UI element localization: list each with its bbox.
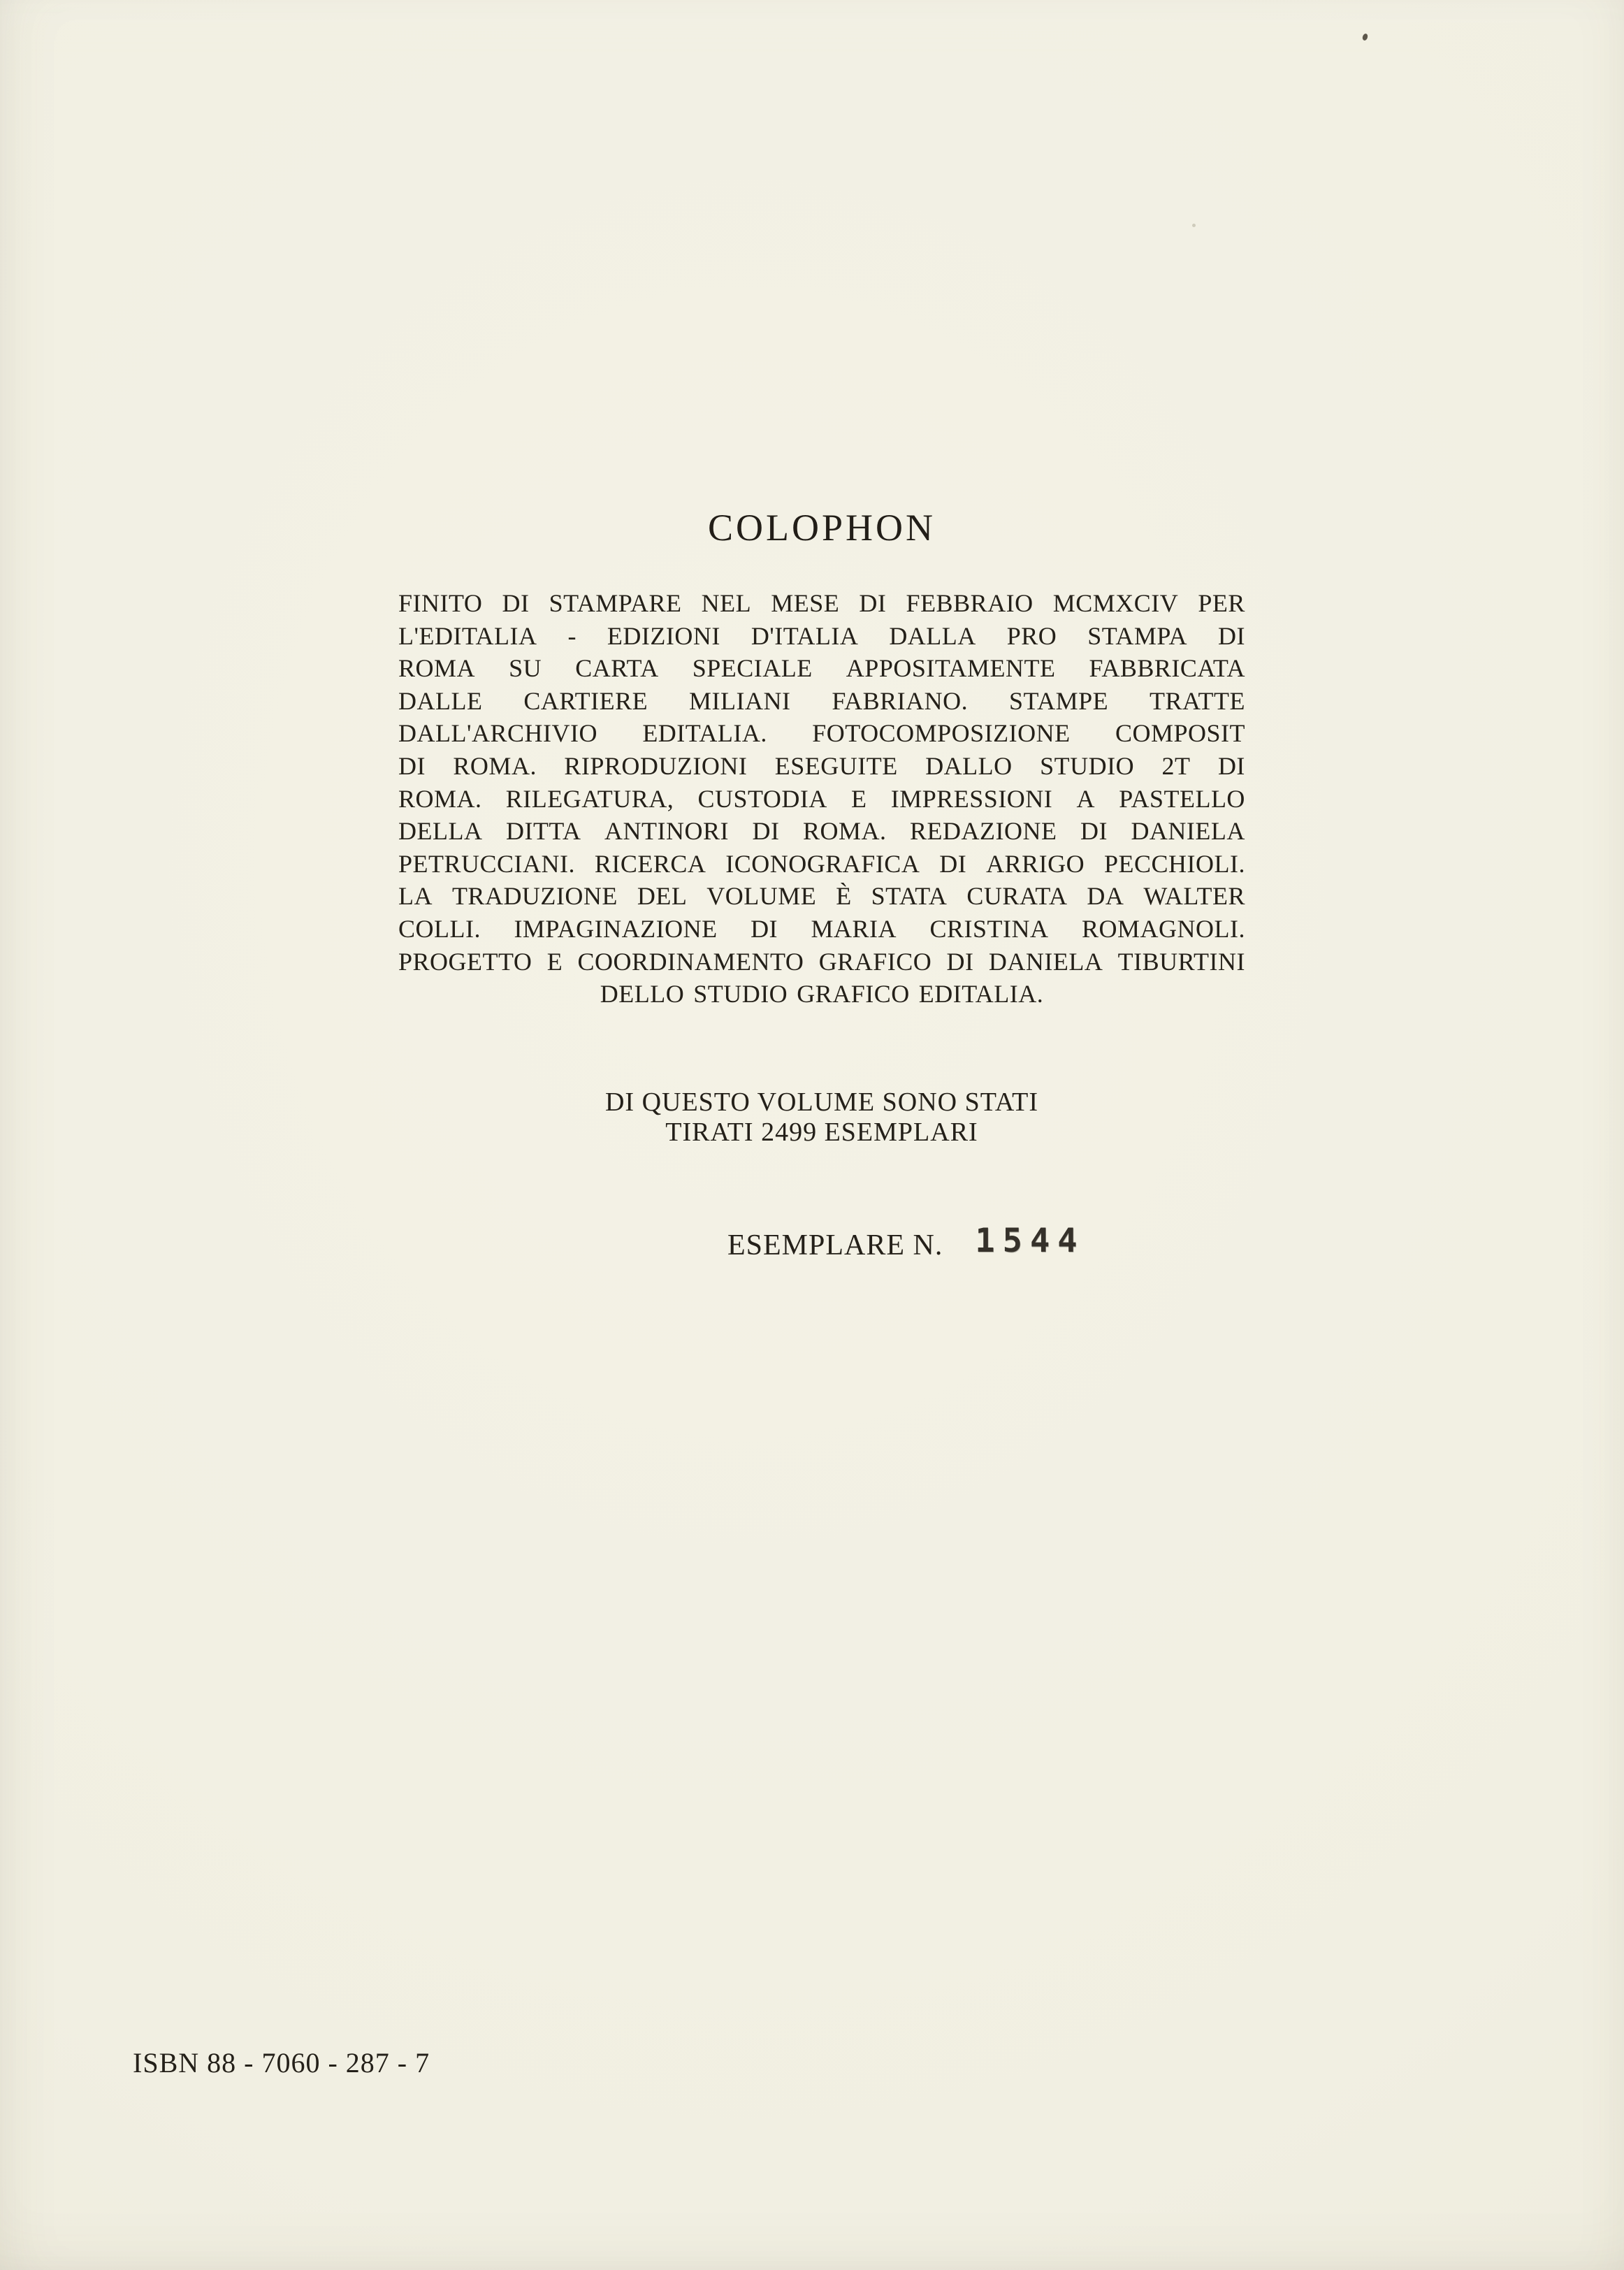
colophon-word: FABRIANO.	[832, 686, 969, 715]
colophon-word: PROGETTO	[398, 947, 532, 976]
colophon-line	[398, 653, 1245, 686]
colophon-word: DI	[1218, 621, 1245, 650]
colophon-word: CARTIERE	[523, 686, 648, 715]
colophon-line	[398, 686, 1245, 719]
copy-number-stamp: 1544	[975, 1222, 1085, 1260]
colophon-line	[398, 751, 1245, 784]
colophon-word: STAMPE	[1009, 686, 1109, 715]
colophon-word: COORDINAMENTO	[577, 947, 804, 976]
colophon-word: DALLO	[925, 751, 1013, 780]
colophon-word: STUDIO	[693, 980, 788, 1009]
colophon-line	[398, 784, 1245, 817]
colophon-word: DITTA	[505, 817, 581, 846]
colophon-word: CRISTINA	[929, 914, 1049, 943]
colophon-word: GRAFICO	[797, 980, 910, 1009]
colophon-word: COMPOSIT	[1115, 719, 1245, 748]
colophon-line	[398, 588, 1245, 621]
colophon-line	[398, 849, 1245, 882]
colophon-word: LA	[398, 882, 433, 911]
colophon-word: PASTELLO	[1119, 784, 1245, 813]
colophon-word: E	[546, 947, 563, 976]
copy-number-row	[727, 1224, 1085, 1265]
colophon-word: EDITALIA.	[642, 719, 767, 748]
colophon-word: TRATTE	[1150, 686, 1245, 715]
colophon-word: DI	[939, 849, 967, 878]
colophon-word: A	[1076, 784, 1096, 813]
colophon-word: RILEGATURA,	[505, 784, 674, 813]
colophon-word: 2T	[1161, 751, 1191, 780]
colophon-word: L'EDITALIA	[398, 621, 537, 650]
colophon-word: ARRIGO	[986, 849, 1085, 878]
colophon-word: MESE	[771, 589, 840, 617]
colophon-word: DI	[502, 589, 530, 617]
colophon-word: DALLE	[398, 686, 483, 715]
colophon-word: IMPAGINAZIONE	[514, 914, 718, 943]
colophon-word: SPECIALE	[692, 654, 813, 683]
colophon-paragraph	[398, 588, 1245, 1012]
colophon-word: DI	[1080, 817, 1108, 846]
colophon-word: PER	[1198, 589, 1245, 617]
colophon-word: STUDIO	[1040, 751, 1135, 780]
colophon-word: ICONOGRAFICA	[725, 849, 920, 878]
colophon-word: NEL	[701, 589, 752, 617]
colophon-word: FOTOCOMPOSIZIONE	[812, 719, 1071, 748]
colophon-word: CURATA	[966, 882, 1068, 911]
colophon-line	[398, 816, 1245, 849]
colophon-word: ANTINORI	[604, 817, 730, 846]
colophon-word: WALTER	[1143, 882, 1245, 911]
colophon-line	[398, 621, 1245, 654]
colophon-word: REDAZIONE	[910, 817, 1057, 846]
colophon-word: EDIZIONI	[607, 621, 720, 650]
colophon-word: E	[851, 784, 867, 813]
colophon-word: ROMA.	[453, 751, 537, 780]
colophon-word: -	[567, 621, 577, 650]
colophon-word: ROMA	[398, 654, 476, 683]
colophon-word: DANIELA	[988, 947, 1103, 976]
colophon-word: È	[836, 882, 852, 911]
colophon-word: CARTA	[575, 654, 659, 683]
colophon-word: TIBURTINI	[1117, 947, 1245, 976]
page-title: COLOPHON	[707, 507, 936, 549]
colophon-word: DI	[946, 947, 974, 976]
colophon-word: ROMA.	[802, 817, 887, 846]
colophon-word: FINITO	[398, 589, 483, 617]
colophon-word: DI	[751, 914, 778, 943]
colophon-word: STAMPARE	[549, 589, 682, 617]
colophon-line	[398, 718, 1245, 751]
colophon-word: MARIA	[811, 914, 897, 943]
paper-speck	[1192, 224, 1196, 227]
colophon-line	[398, 914, 1245, 947]
colophon-word: RICERCA	[594, 849, 706, 878]
colophon-word: ROMA.	[398, 784, 482, 813]
colophon-word: PRO	[1006, 621, 1057, 650]
colophon-word: PETRUCCIANI.	[398, 849, 576, 878]
colophon-word: DANIELA	[1131, 817, 1245, 846]
colophon-word: DI	[859, 589, 887, 617]
colophon-word: DI	[398, 751, 426, 780]
colophon-word: ESEGUITE	[774, 751, 898, 780]
colophon-word: FEBBRAIO	[906, 589, 1034, 617]
colophon-word: MCMXCIV	[1052, 589, 1179, 617]
colophon-word: D'ITALIA	[751, 621, 859, 650]
colophon-word: PECCHIOLI.	[1103, 849, 1245, 878]
paper-speck	[1362, 33, 1369, 41]
copy-number-label: ESEMPLARE N.	[727, 1229, 943, 1261]
colophon-word: DALLA	[889, 621, 976, 650]
colophon-word: IMPRESSIONI	[890, 784, 1053, 813]
colophon-word: SU	[509, 654, 542, 683]
colophon-word: DELLA	[398, 817, 483, 846]
colophon-word: RIPRODUZIONI	[564, 751, 748, 780]
colophon-word: DALL'ARCHIVIO	[398, 719, 597, 748]
edition-note-line-2: TIRATI 2499 ESEMPLARI	[665, 1118, 978, 1147]
colophon-word: GRAFICO	[818, 947, 932, 976]
colophon-word: VOLUME	[706, 882, 817, 911]
edition-note-line-1: DI QUESTO VOLUME SONO STATI	[604, 1087, 1038, 1117]
isbn-text: ISBN 88 - 7060 - 287 - 7	[133, 2047, 430, 2079]
colophon-word: DI	[1217, 751, 1245, 780]
colophon-word: STAMPA	[1087, 621, 1188, 650]
colophon-word: FABBRICATA	[1089, 654, 1245, 683]
colophon-word: DA	[1087, 882, 1124, 911]
colophon-line	[398, 947, 1245, 980]
colophon-word: DEL	[637, 882, 688, 911]
colophon-word: MILIANI	[689, 686, 791, 715]
edition-note	[398, 1087, 1245, 1148]
colophon-word: STATA	[871, 882, 948, 911]
colophon-word: DI	[752, 817, 780, 846]
colophon-word: CUSTODIA	[697, 784, 827, 813]
colophon-line	[398, 979, 1245, 1012]
colophon-word: ROMAGNOLI.	[1081, 914, 1245, 943]
colophon-word: APPOSITAMENTE	[846, 654, 1056, 683]
colophon-word: EDITALIA.	[918, 980, 1044, 1009]
colophon-word: COLLI.	[398, 914, 481, 943]
colophon-line	[398, 881, 1245, 914]
colophon-word: DELLO	[600, 980, 685, 1009]
colophon-word: TRADUZIONE	[451, 882, 618, 911]
